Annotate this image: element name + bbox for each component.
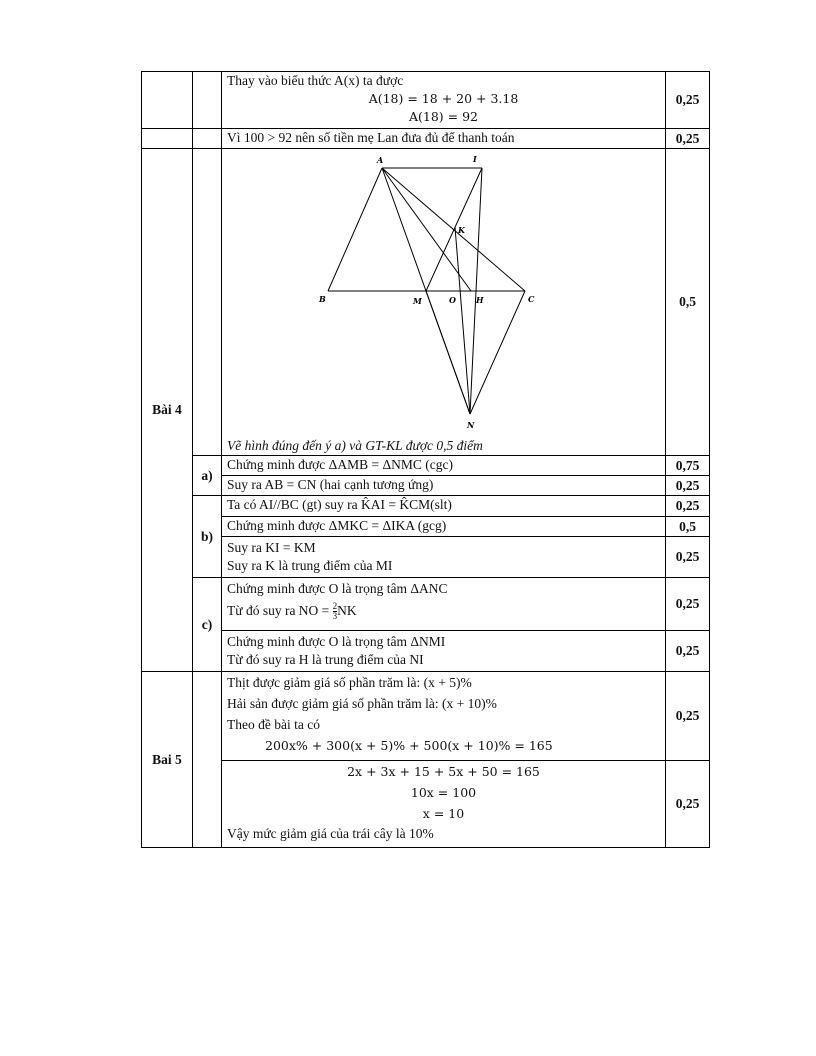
table-row: [142, 517, 710, 537]
point-label-B: B: [319, 294, 326, 304]
score-cell: 0,25: [666, 672, 710, 761]
equation: A(18) = 92: [408, 109, 478, 124]
table-row: [142, 631, 710, 672]
score-cell: 0,25: [666, 761, 710, 848]
content-line: Thịt được giảm giá số phần trăm là: (x + 5)%: [227, 675, 472, 690]
table-row: [142, 672, 710, 761]
score-cell: 0,5: [666, 149, 710, 456]
part-label-c: c): [193, 578, 222, 672]
content-line: Vậy mức giảm giá của trái cây là 10%: [227, 826, 434, 841]
segment-AB: [328, 168, 382, 291]
content-text: Từ đó suy ra NO =: [227, 603, 333, 618]
figure-caption: Vẽ hình đúng đến ý a) và GT-KL được 0,5 điểm: [227, 438, 483, 453]
point-label-H: H: [476, 295, 484, 305]
content-line: Chứng minh được ΔAMB = ΔNMC (cgc): [227, 457, 453, 472]
score-cell: 0,5: [666, 517, 710, 537]
bai4-label: Bài 4: [142, 149, 193, 672]
content-cell: [222, 476, 666, 496]
content-line: Vì 100 > 92 nên số tiền mẹ Lan đưa đủ để thanh toán: [227, 130, 515, 145]
equation: x = 10: [422, 806, 465, 821]
point-label-O: O: [449, 295, 456, 305]
score-cell: 0,25: [666, 129, 710, 149]
content-cell: [222, 537, 666, 578]
answer-table: [141, 71, 710, 848]
score-cell: 0,25: [666, 537, 710, 578]
table-row: [142, 149, 710, 456]
score-cell: 0,25: [666, 476, 710, 496]
part-label-b: b): [193, 496, 222, 578]
figure-cell: [222, 149, 666, 456]
bai5-label: Bai 5: [142, 672, 193, 848]
fraction-numerator: 2: [332, 601, 338, 612]
content-line: Từ đó suy ra H là trung điểm của NI: [227, 652, 424, 667]
point-label-M: M: [413, 296, 422, 306]
part-cell: [193, 149, 222, 456]
part-cell: [193, 672, 222, 848]
equation: 10x = 100: [410, 785, 477, 800]
fraction-denominator: 3: [332, 611, 338, 622]
content-line: Theo đề bài ta có: [227, 717, 320, 732]
point-label-K: K: [458, 225, 465, 235]
content-line: Suy ra AB = CN (hai cạnh tương ứng): [227, 477, 434, 492]
point-label-C: C: [528, 294, 535, 304]
part-label-a: a): [193, 456, 222, 496]
content-cell: [222, 672, 666, 761]
table-row: [142, 456, 710, 476]
table-row: [142, 129, 710, 149]
content-cell: [222, 517, 666, 537]
score-cell: 0,25: [666, 496, 710, 517]
score-cell: 0,75: [666, 456, 710, 476]
content-line: Ta có AI//BC (gt) suy ra K̂AI = K̂CM(slt): [227, 497, 452, 512]
point-label-N: N: [467, 420, 475, 430]
content-text: NK: [337, 603, 357, 618]
content-line: [227, 602, 660, 621]
segment-MI: [426, 168, 482, 291]
content-cell: [222, 631, 666, 672]
segment-MN: [426, 291, 470, 414]
table-row: [142, 496, 710, 517]
content-cell: [222, 129, 666, 149]
table-row: [142, 537, 710, 578]
score-cell: 0,25: [666, 72, 710, 129]
point-label-I: I: [473, 154, 477, 164]
equation: 2x + 3x + 15 + 5x + 50 = 165: [347, 764, 540, 779]
bai-cell: [142, 129, 193, 149]
part-cell: [193, 72, 222, 129]
table-row: [142, 476, 710, 496]
content-line: Suy ra KI = KM: [227, 540, 316, 555]
content-cell: [222, 496, 666, 517]
equation: 200x% + 300(x + 5)% + 500(x + 10)% = 165: [265, 738, 553, 753]
content-cell: [222, 578, 666, 631]
content-line: Suy ra K là trung điểm của MI: [227, 558, 393, 573]
segment-KN: [455, 227, 470, 414]
content-line: Chứng minh được ΔMKC = ΔIKA (gcg): [227, 518, 447, 533]
content-cell: [222, 72, 666, 129]
part-cell: [193, 129, 222, 149]
segment-CN: [470, 291, 525, 414]
bai-cell: [142, 72, 193, 129]
table-row: [142, 578, 710, 631]
content-line: Chứng minh được O là trọng tâm ΔANC: [227, 581, 448, 596]
content-cell: [222, 761, 666, 848]
score-cell: 0,25: [666, 578, 710, 631]
equation: A(18) = 18 + 20 + 3.18: [368, 91, 519, 106]
geometry-figure: [222, 149, 635, 455]
point-label-A: A: [377, 155, 384, 165]
content-line: Thay vào biểu thức A(x) ta được: [227, 73, 404, 88]
content-line: Chứng minh được O là trọng tâm ΔNMI: [227, 634, 446, 649]
content-cell: [222, 456, 666, 476]
score-cell: 0,25: [666, 631, 710, 672]
content-line: Hải sản được giảm giá số phần trăm là: (x + 10)%: [227, 696, 497, 711]
table-row: [142, 761, 710, 848]
table-row: [142, 72, 710, 129]
